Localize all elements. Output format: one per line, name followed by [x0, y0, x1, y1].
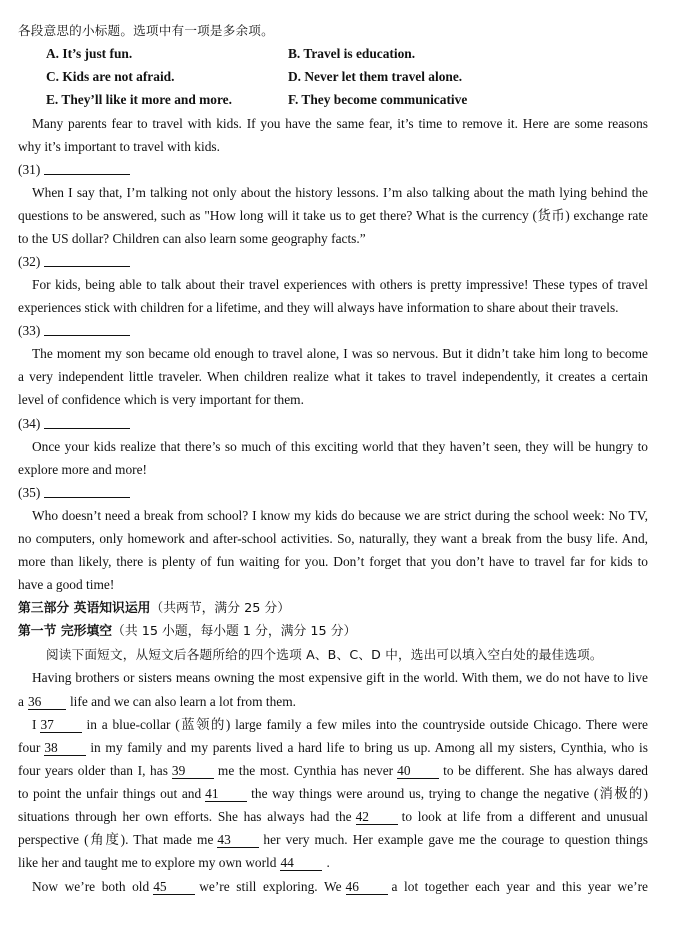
question-number: (32): [18, 254, 41, 269]
cloze-line: to point the unfair things out and 41 the way things were around us, trying to change the negative (消极的): [18, 786, 648, 801]
part3-title-note: （共两节，满分 25 分）: [150, 601, 291, 616]
paragraph-line: Many parents fear to travel with kids. If you have the same fear, it’s time to remove it. Here are some reasons: [32, 116, 648, 131]
answer-blank-34: [18, 412, 648, 435]
paragraph-line: explore more and more!: [18, 462, 148, 477]
answer-blank-31: [18, 158, 648, 181]
option-b: B. Travel is education.: [288, 46, 416, 61]
option-f: F. They become communicative: [288, 92, 468, 107]
paragraph-line: Who doesn’t need a break from school? I know my kids do because we are strict during the school week: No TV,: [32, 508, 648, 523]
paragraph-line: Once your kids realize that there’s so much of this exciting world that they haven’t seen, they will be hungry to: [32, 439, 648, 454]
cloze-line: Having brothers or sisters means owning the most expensive gift in the world. With them, we do not have to live: [32, 670, 648, 685]
paragraph-line: to the US dollar? Children can also learn some geography facts.”: [18, 231, 366, 246]
paragraph-line: have a good time!: [18, 577, 115, 592]
cloze-line: Now we’re both old 45 we’re still exploring. We 46 a lot together each year and this year we’re: [32, 879, 648, 894]
paragraph-line: experiences stick with children for a lifetime, and they will always have information to share about their travels.: [18, 300, 619, 315]
question-number: (35): [18, 485, 41, 500]
cloze-blank-38: 38: [44, 740, 86, 756]
blank-line: [44, 321, 130, 336]
cloze-blank-46: 46: [346, 879, 388, 895]
question-number: (34): [18, 416, 41, 431]
answer-blank-33: [18, 319, 648, 342]
option-d: D. Never let them travel alone.: [288, 69, 463, 84]
cloze-line: I 37 in a blue-collar (蓝领的) large family a few miles into the countryside outside Chicago. There were: [32, 717, 648, 732]
paragraph-line: no computers, only homework and after-school activities. So, naturally, they want a break from the busy life. And,: [18, 531, 648, 546]
cloze-blank-41: 41: [205, 786, 247, 802]
cloze-blank-45: 45: [153, 879, 195, 895]
option-a: A. It’s just fun.: [46, 46, 133, 61]
paragraph-line: level of confidence which is very important for them.: [18, 392, 304, 407]
cloze-blank-43: 43: [217, 832, 259, 848]
paragraph-line: When I say that, I’m talking not only about the history lessons. I’m also talking about the math lying behind the: [32, 185, 648, 200]
cloze-blank-44: 44: [280, 855, 322, 871]
option-c: C. Kids are not afraid.: [46, 69, 175, 84]
cloze-line: like her and taught me to explore my own world 44 .: [18, 855, 330, 870]
blank-line: [44, 414, 130, 429]
question-number: (31): [18, 162, 41, 177]
blank-line: [44, 160, 130, 175]
blank-line: [44, 483, 130, 498]
cloze-blank-39: 39: [172, 763, 214, 779]
cloze-blank-36: 36: [28, 694, 66, 710]
cloze-line: perspective (角度). That made me 43 her very much. Her example gave me the courage to question things: [18, 832, 648, 847]
cloze-blank-40: 40: [397, 763, 439, 779]
paragraph-line: why it’s important to travel with kids.: [18, 139, 220, 154]
cloze-line: situations through her own efforts. She has always had the 42 to look at life from a different and unusual: [18, 809, 648, 824]
section1-title-note: （共 15 小题，每小题 1 分，满分 15 分）: [112, 624, 357, 639]
cloze-blank-42: 42: [356, 809, 398, 825]
paragraph-line: questions to be answered, such as "How long will it take us to get there? What is the currency (货币) exchange rate: [18, 208, 648, 223]
paragraph-line: more than likely, there is plenty of fun waiting for you. Don’t forget that you don’t have to travel far for kids to: [18, 554, 648, 569]
intro-instruction: 各段意思的小标题。选项中有一项是多余项。: [18, 23, 274, 38]
cloze-line: a 36 life and we can also learn a lot from them.: [18, 694, 297, 709]
section1-heading: [18, 620, 648, 643]
question-number: (33): [18, 323, 41, 338]
paragraph-line: The moment my son became old enough to travel alone, I was so nervous. But it didn’t take him long to become: [32, 346, 648, 361]
paragraph-line: a very independent little traveler. When children realize what it takes to travel independently, it creates a certain: [18, 369, 648, 384]
part3-title: 第三部分 英语知识运用: [18, 601, 151, 616]
answer-blank-32: [18, 250, 648, 273]
part3-heading: [18, 597, 648, 620]
section1-title: 第一节 完形填空: [18, 624, 113, 639]
cloze-blank-37: 37: [40, 717, 82, 733]
cloze-line: four years older than I, has 39 me the most. Cynthia has never 40 to be different. She has always dared: [18, 763, 648, 778]
cloze-line: four 38 in my family and my parents lived a hard life to bring us up. Among all my sisters, Cynthia, who is: [18, 740, 648, 755]
paragraph-line: For kids, being able to talk about their travel experiences with others is pretty impressive! These types of travel: [32, 277, 648, 292]
section1-instruction: 阅读下面短文，从短文后各题所给的四个选项 A、B、C、D 中，选出可以填入空白处的最佳选项。: [46, 647, 603, 662]
blank-line: [44, 252, 130, 267]
answer-blank-35: [18, 481, 648, 504]
option-e: E. They’ll like it more and more.: [46, 92, 232, 107]
